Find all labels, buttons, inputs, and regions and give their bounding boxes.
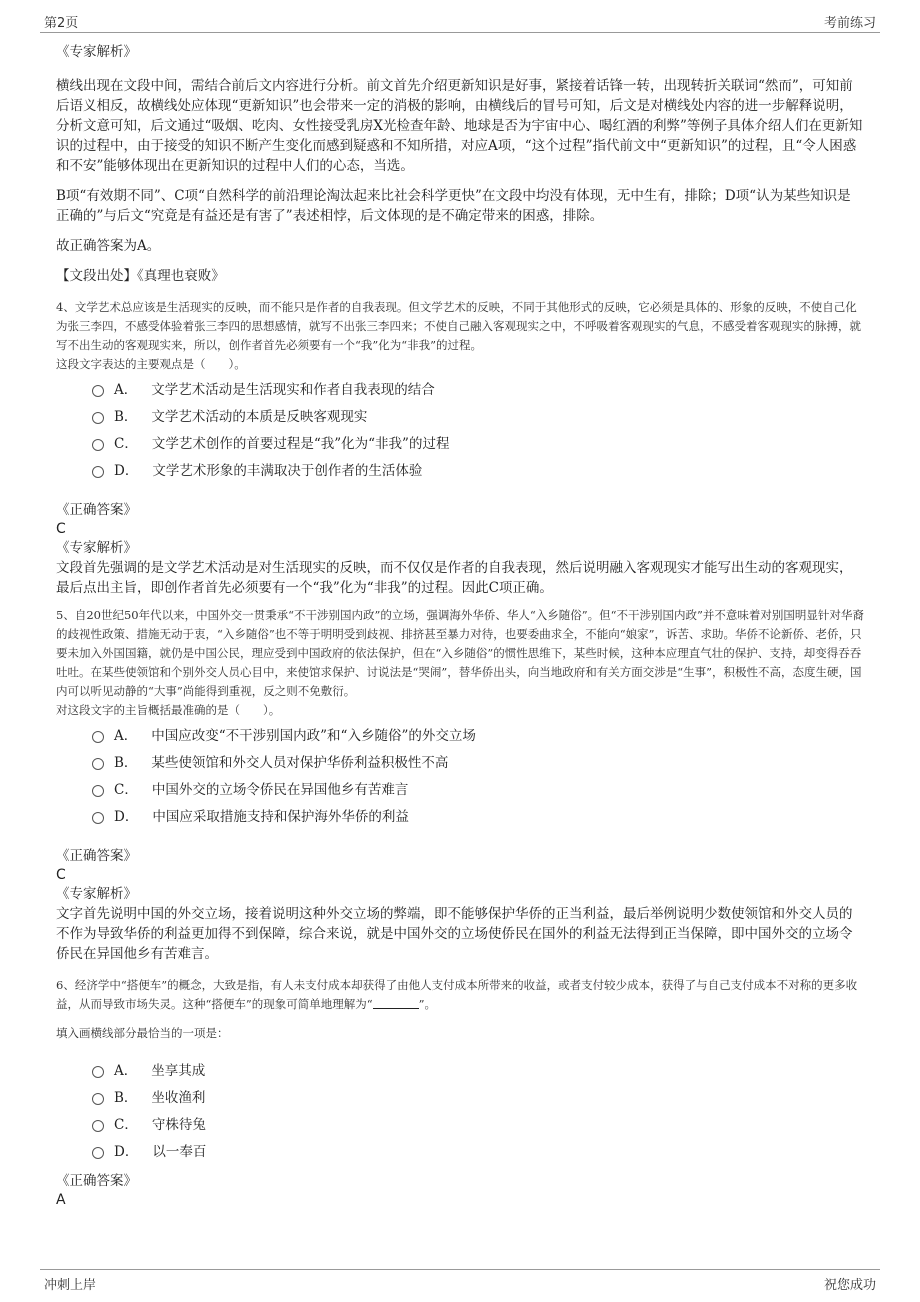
radio-button[interactable] xyxy=(92,385,104,397)
correct-answer-label: 《正确答案》 xyxy=(56,1173,137,1189)
analysis-paragraph: 横线出现在文段中间，需结合前后文内容进行分析。前文首先介绍更新知识是好事，紧接着话锋一转，出现转折关联词“然而”，可知前后语义相反，故横线处应体现“更新知识”也会带来一定的消极的影响，由横线后的冒号可知，后文是对横线处内容的进一步解释说明，分析文意可知，后文通过“吸烟、吃肉、女性接受乳房X光检查年龄、地球是否为宇宙中心、喝红酒的利弊”等例子具体介绍人们在更新知识的过程中，由于接受的知识不断产生变化而感到疑惑和不知所措，对应A项，“这个过程”指代前文中“更新知识”的过程，且“令人困惑和不安”能够体现出在更新知识的过程中人们的心态，当选。 xyxy=(56,78,863,174)
radio-button[interactable] xyxy=(92,812,104,824)
radio-button[interactable] xyxy=(92,1066,104,1078)
radio-button[interactable] xyxy=(92,1147,104,1159)
option-c[interactable]: C． 中国外交的立场令侨民在异国他乡有苦难言 xyxy=(56,774,864,801)
question-prompt: 填入画横线部分最恰当的一项是： xyxy=(56,1026,229,1040)
option-d[interactable]: D． 文学艺术形象的丰满取决于创作者的生活体验 xyxy=(56,455,864,482)
expert-analysis-label: 《专家解析》 xyxy=(56,540,137,556)
correct-answer-label: 《正确答案》 xyxy=(56,848,137,864)
option-c[interactable]: C． 守株待兔 xyxy=(56,1109,864,1136)
analysis-paragraph: 文字首先说明中国的外交立场，接着说明这种外交立场的弊端，即不能够保护华侨的正当利益，最后举例说明少数使领馆和外交人员的不作为导致华侨的利益更加得不到保障，综合来说，就是中国外交的立场使侨民在国外的利益无法得到正当保障，即中国外交的立场令侨民在异国他乡有苦难言。 xyxy=(56,906,853,962)
correct-answer: C xyxy=(56,521,66,537)
question-stem: 6、经济学中“搭便车”的概念，大致是指，有人未支付成本却获得了由他人支付成本所带来的收益，或者支付较少成本，获得了与自己支付成本不对称的更多收益，从而导致市场失灵。这种“搭便车”的现象可简单地理解为“ ”。 xyxy=(56,978,858,1011)
answer-conclusion: 故正确答案为A。 xyxy=(56,238,161,254)
option-a[interactable]: A． 坐享其成 xyxy=(56,1055,864,1082)
radio-button[interactable] xyxy=(92,785,104,797)
analysis-paragraph: B项“有效期不同”、C项“自然科学的前沿理论淘汰起来比社会科学更快”在文段中均没有体现，无中生有，排除；D项“认为某些知识是正确的”与后文“究竟是有益还是有害了”表述相悖，后文体现的是不确定带来的困惑，排除。 xyxy=(56,188,851,224)
analysis-paragraph: 文段首先强调的是文学艺术活动是对生活现实的反映，而不仅仅是作者的自我表现，然后说明融入客观现实才能写出生动的客观现实，最后点出主旨，即创作者首先必须要有一个“我”化为“非我”的过程。因此C项正确。 xyxy=(56,560,853,596)
radio-button[interactable] xyxy=(92,731,104,743)
correct-answer-label: 《正确答案》 xyxy=(56,502,137,518)
radio-button[interactable] xyxy=(92,1120,104,1132)
option-a[interactable]: A． 文学艺术活动是生活现实和作者自我表现的结合 xyxy=(56,374,864,401)
page-number: 第2页 xyxy=(44,16,79,31)
header-title: 考前练习 xyxy=(823,16,876,31)
passage-source: 【文段出处】《真理也衰败》 xyxy=(56,268,225,284)
option-b[interactable]: B． 某些使领馆和外交人员对保护华侨利益积极性不高 xyxy=(56,747,864,774)
page-footer xyxy=(40,1269,880,1294)
correct-answer: C xyxy=(56,867,66,883)
page-content xyxy=(56,42,864,1209)
radio-button[interactable] xyxy=(92,412,104,424)
question-stem: 5、自20世纪50年代以来，中国外交一贯秉承“不干涉别国内政”的立场，强调海外华侨、华人“入乡随俗”。但“不干涉别国内政”并不意味着对别国明显针对华裔的歧视性政策、措施无动于衷，“入乡随俗”也不等于明明受到歧视、排挤甚至暴力对待，也要委曲求全，不能向“娘家”，诉苦、求助。华侨不论新侨、老侨，只要未加入外国国籍，就仍是中国公民，理应受到中国政府的依法保护，但在“入乡随俗”的惯性思维下，某些时候，这种本应理直气壮的保护、支持，却变得吞吞吐吐。在某些使领馆和个别外交人员心目中，来使馆求保护、讨说法是“哭闹”，替华侨出头，向当地政府和有关方面交涉是“生事”，积极性不高，态度生硬，国内可以听见动静的“大事”尚能得到重视，反之则不免敷衍。 xyxy=(56,608,864,698)
correct-answer: A xyxy=(56,1192,66,1208)
question-prompt: 对这段文字的主旨概括最准确的是（ ）。 xyxy=(56,703,281,717)
footer-left-text: 冲刺上岸 xyxy=(44,1278,97,1293)
expert-analysis-label: 《专家解析》 xyxy=(56,886,137,902)
option-d[interactable]: D． 以一奉百 xyxy=(56,1136,864,1163)
option-list xyxy=(56,1055,864,1163)
radio-button[interactable] xyxy=(92,1093,104,1105)
option-c[interactable]: C． 文学艺术创作的首要过程是“我”化为“非我”的过程 xyxy=(56,428,864,455)
option-b[interactable]: B． 坐收渔利 xyxy=(56,1082,864,1109)
question-stem: 4、文学艺术总应该是生活现实的反映，而不能只是作者的自我表现。但文学艺术的反映，不同于其他形式的反映，它必须是具体的、形象的反映，不使自己化为张三李四，不感受体验着张三李四的思想感情，就写不出张三李四来；不使自己融入客观现实之中，不呼吸着客观现实的气息，不感受着客观现实的脉搏，就写不出生动的客观现实来，所以，创作者首先必须要有一个“我”化为“非我”的过程。 xyxy=(56,300,861,352)
option-list xyxy=(56,374,864,482)
expert-analysis-label: 《专家解析》 xyxy=(56,44,137,60)
radio-button[interactable] xyxy=(92,466,104,478)
radio-button[interactable] xyxy=(92,758,104,770)
option-list xyxy=(56,720,864,828)
fill-in-blank xyxy=(373,996,419,1009)
footer-right-text: 祝您成功 xyxy=(823,1278,876,1293)
page-header xyxy=(40,12,880,33)
radio-button[interactable] xyxy=(92,439,104,451)
question-prompt: 这段文字表达的主要观点是（ ）。 xyxy=(56,357,246,371)
option-d[interactable]: D． 中国应采取措施支持和保护海外华侨的利益 xyxy=(56,801,864,828)
option-b[interactable]: B． 文学艺术活动的本质是反映客观现实 xyxy=(56,401,864,428)
option-a[interactable]: A． 中国应改变“不干涉别国内政”和“入乡随俗”的外交立场 xyxy=(56,720,864,747)
